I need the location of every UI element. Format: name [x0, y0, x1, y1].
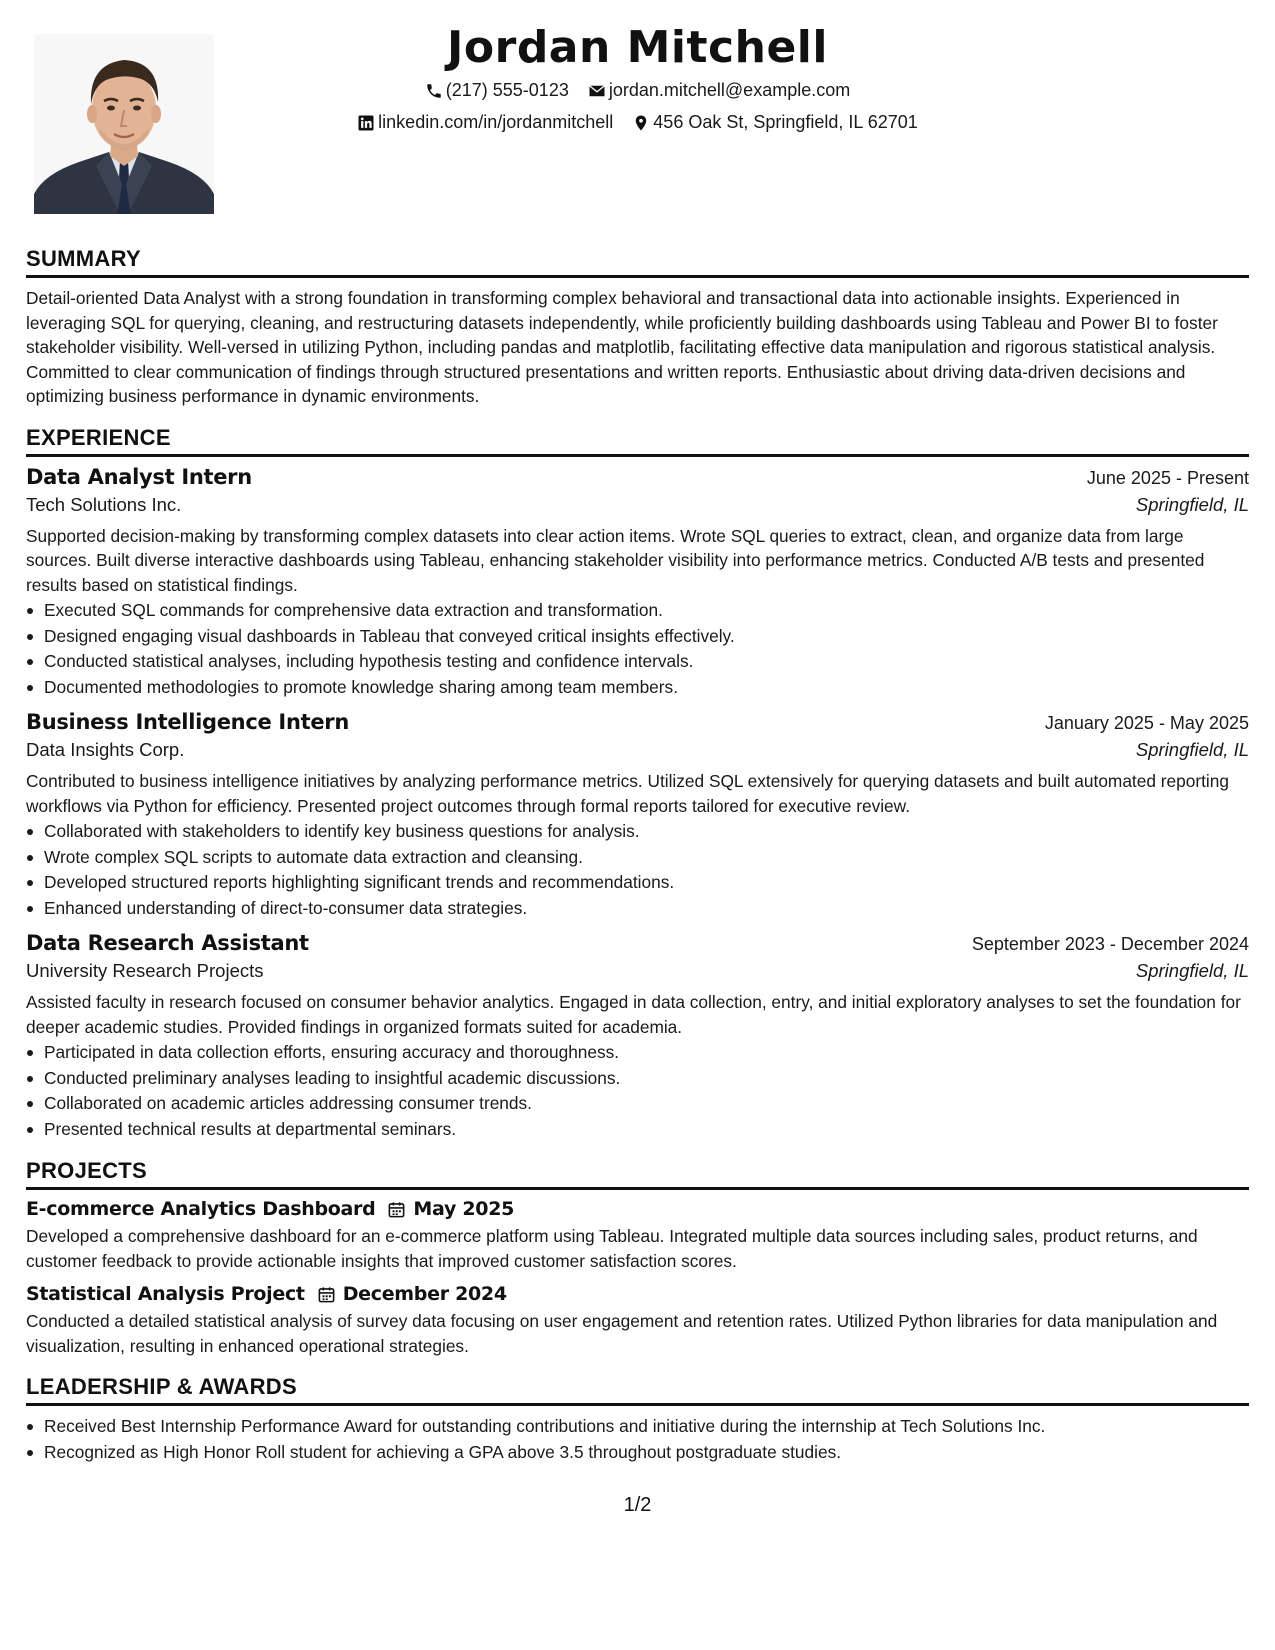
project-name: E-commerce Analytics Dashboard	[26, 1198, 376, 1220]
job-bullets	[26, 1040, 1249, 1142]
bullet-item: Received Best Internship Performance Award for outstanding contributions and initiative during the internship at Tech Solutions Inc.	[26, 1414, 1249, 1440]
job-dates: January 2025 - May 2025	[1044, 713, 1249, 733]
candidate-name: Jordan Mitchell	[447, 22, 828, 73]
project-entry	[26, 1283, 1249, 1358]
summary-section	[26, 246, 1249, 409]
phone-icon	[425, 82, 443, 100]
job-dates: June 2025 - Present	[1086, 467, 1249, 488]
resume-page	[26, 0, 1249, 1650]
job-entry	[26, 931, 1249, 1142]
leadership-heading: LEADERSHIP & AWARDS	[26, 1374, 1249, 1406]
job-title: Business Intelligence Intern	[26, 710, 349, 734]
contact-address	[632, 112, 918, 133]
job-company: Tech Solutions Inc.	[26, 493, 182, 515]
job-description: Assisted faculty in research focused on consumer behavior analytics. Engaged in data collection, entry, and initial exploratory analyses to set the foundation for deeper academic studies. Provided findings in organized formats suited for academia.	[26, 992, 1241, 1037]
bullet-item: Collaborated with stakeholders to identify key business questions for analysis.	[26, 819, 1249, 845]
job-location: Springfield, IL	[1135, 739, 1249, 760]
bullet-item: Conducted preliminary analyses leading to insightful academic discussions.	[26, 1066, 1249, 1092]
project-name: Statistical Analysis Project	[26, 1283, 305, 1305]
bullet-item: Enhanced understanding of direct-to-consumer data strategies.	[26, 896, 1249, 922]
projects-section	[26, 1158, 1249, 1358]
leadership-bullets	[26, 1414, 1249, 1465]
project-entry	[26, 1198, 1249, 1273]
project-description: Conducted a detailed statistical analysis of survey data focusing on user engagement and retention rates. Utilized Python libraries for data manipulation and visualization, resulting in enhanced operational strategies.	[26, 1311, 1218, 1356]
bullet-item: Collaborated on academic articles addressing consumer trends.	[26, 1091, 1249, 1117]
contact-line-1	[26, 80, 1249, 105]
project-date: May 2025	[413, 1198, 515, 1220]
project-date: December 2024	[342, 1283, 507, 1305]
job-description: Supported decision-making by transforming complex datasets into clear action items. Wrote SQL queries to extract, clean, and organize data from large sources. Built diverse interactive dashboards using Tableau, enhancing stakeholder visibility into performance metrics. Conducted A/B tests and presented results based on statistical findings.	[26, 525, 1205, 595]
job-company: University Research Projects	[26, 960, 264, 981]
bullet-item: Documented methodologies to promote knowledge sharing among team members.	[26, 675, 1249, 701]
resume-header	[26, 0, 1249, 222]
contact-phone	[425, 80, 569, 101]
projects-heading: PROJECTS	[26, 1158, 1249, 1190]
page-number: 1/2	[623, 1494, 652, 1516]
summary-text: Detail-oriented Data Analyst with a strong foundation in transforming complex behavioral and transactional data into actionable insights. Experienced in leveraging SQL for querying, cleaning, and restructuring datasets independently, while proficiently building dashboards using Tableau and Power BI to foster stakeholder visibility. Well-versed in utilizing Python, including pandas and matplotlib, facilitating effective data manipulation and rigorous statistical analysis. Committed to clear communication of findings through structured presentations and written reports. Enthusiastic about driving data-driven decisions and optimizing business performance in dynamic environments.	[26, 288, 1218, 406]
email-text: jordan.mitchell@example.com	[608, 80, 851, 100]
contact-line-2	[26, 112, 1249, 137]
bullet-item: Designed engaging visual dashboards in Tableau that conveyed critical insights effectively.	[26, 624, 1249, 650]
job-title: Data Research Assistant	[26, 931, 309, 955]
calendar-icon	[317, 1285, 336, 1304]
job-bullets	[26, 598, 1249, 700]
linkedin-icon	[357, 114, 375, 132]
bullet-item: Developed structured reports highlighting significant trends and recommendations.	[26, 870, 1249, 896]
bullet-item: Presented technical results at departmental seminars.	[26, 1117, 1249, 1143]
job-company: Data Insights Corp.	[26, 739, 185, 760]
contact-email	[588, 80, 850, 101]
bullet-item: Conducted statistical analyses, including hypothesis testing and confidence intervals.	[26, 649, 1249, 675]
envelope-icon	[588, 82, 606, 100]
leadership-section	[26, 1374, 1249, 1465]
address-text: 456 Oak St, Springfield, IL 62701	[653, 112, 918, 132]
job-dates: September 2023 - December 2024	[971, 934, 1249, 954]
map-pin-icon	[632, 114, 650, 132]
project-description: Developed a comprehensive dashboard for an e-commerce platform using Tableau. Integrated multiple data sources including sales, product returns, and customer feedback to provide actionable insights that improved customer satisfaction scores.	[26, 1226, 1198, 1271]
phone-text: (217) 555-0123	[445, 80, 569, 100]
job-entry	[26, 465, 1249, 701]
bullet-item: Executed SQL commands for comprehensive data extraction and transformation.	[26, 598, 1249, 624]
job-entry	[26, 710, 1249, 921]
bullet-item: Participated in data collection efforts, ensuring accuracy and thoroughness.	[26, 1040, 1249, 1066]
experience-section	[26, 425, 1249, 1143]
job-location: Springfield, IL	[1135, 493, 1249, 515]
calendar-icon	[387, 1200, 406, 1219]
linkedin-text: linkedin.com/in/jordanmitchell	[378, 112, 614, 132]
job-description: Contributed to business intelligence initiatives by analyzing performance metrics. Utilized SQL extensively for querying datasets and built automated reporting workflows via Python for efficiency. Presented project outcomes through formal reports tailored for executive review.	[26, 771, 1229, 816]
contact-linkedin	[357, 112, 613, 133]
job-title: Data Analyst Intern	[26, 464, 252, 489]
job-location: Springfield, IL	[1135, 960, 1249, 981]
summary-heading: SUMMARY	[26, 246, 1249, 278]
job-bullets	[26, 819, 1249, 921]
experience-heading: EXPERIENCE	[26, 425, 1249, 457]
bullet-item: Wrote complex SQL scripts to automate data extraction and cleansing.	[26, 845, 1249, 871]
bullet-item: Recognized as High Honor Roll student for achieving a GPA above 3.5 throughout postgraduate studies.	[26, 1440, 1249, 1466]
